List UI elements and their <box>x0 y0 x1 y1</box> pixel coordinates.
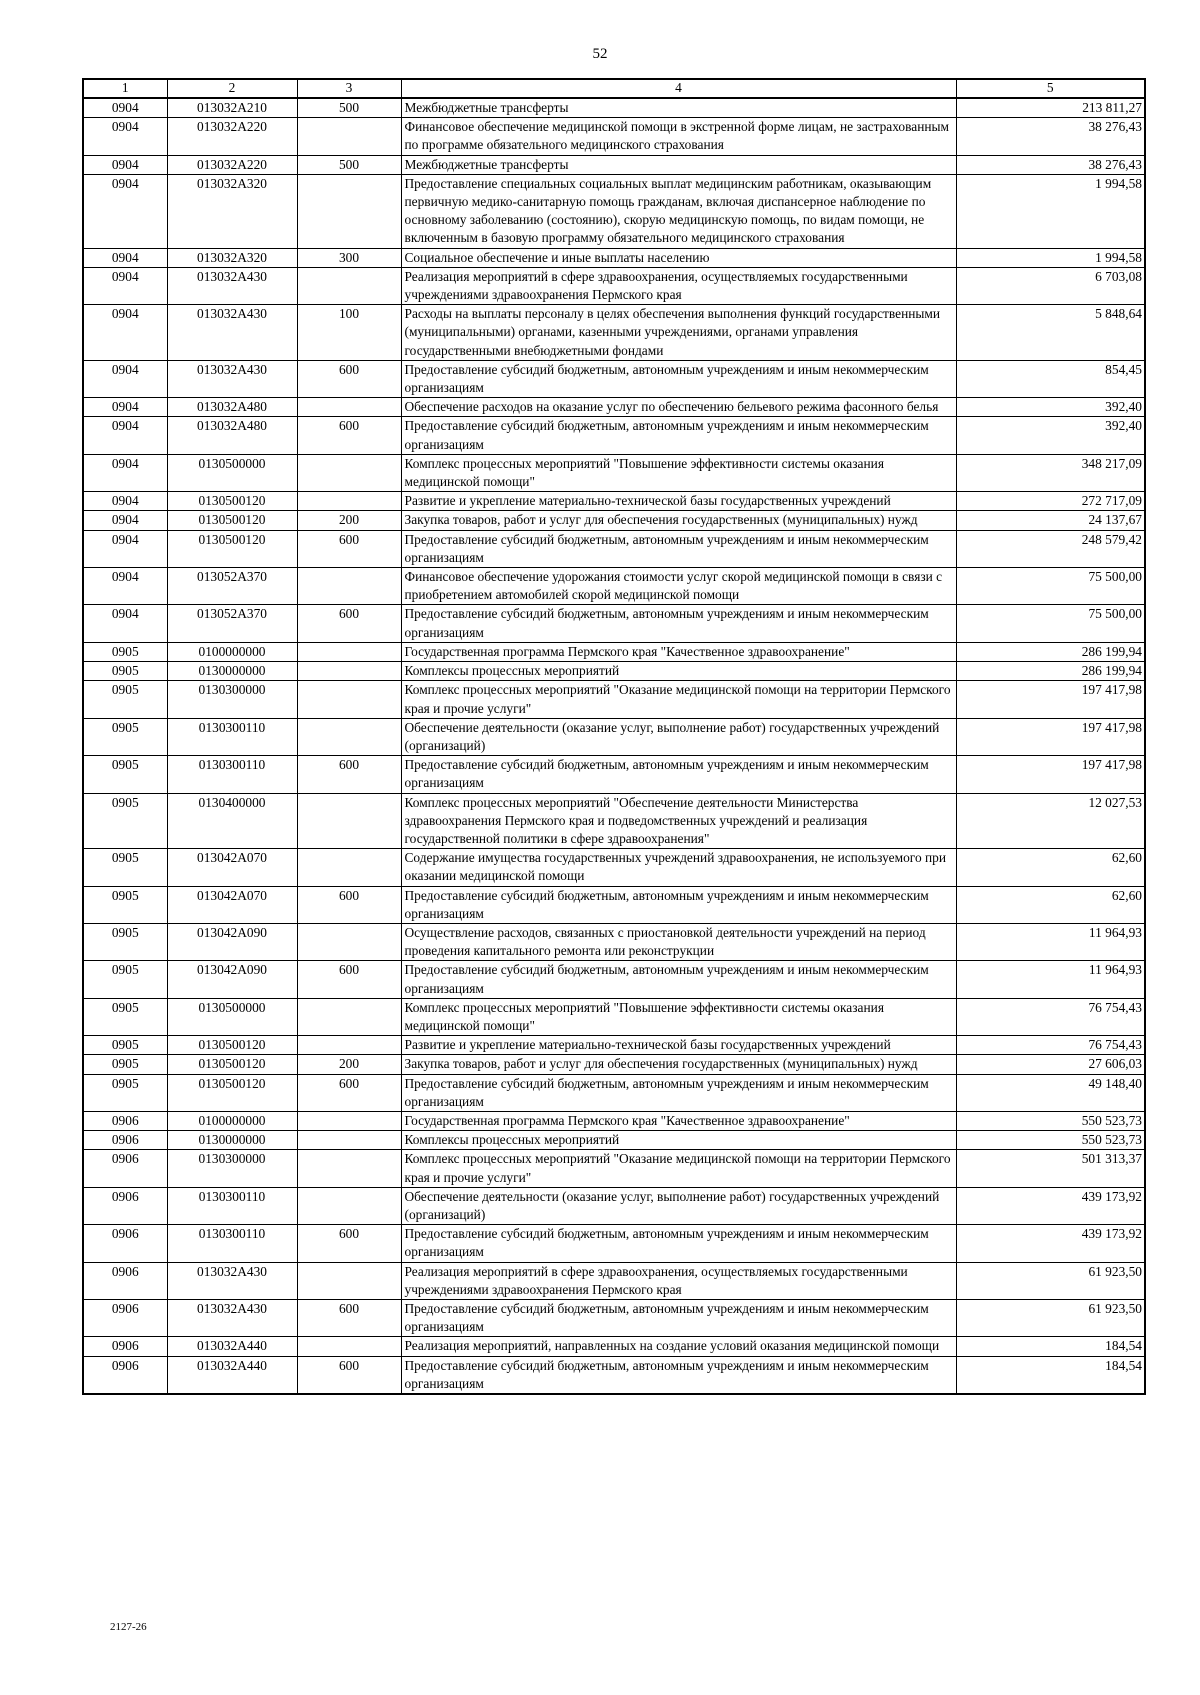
expense-type-cell <box>297 849 401 886</box>
description-cell: Государственная программа Пермского края "Качественное здравоохранение" <box>401 1111 956 1130</box>
target-article-cell: 0130300000 <box>167 1150 297 1187</box>
expense-type-cell <box>297 568 401 605</box>
amount-cell: 76 754,43 <box>956 998 1145 1035</box>
section-code-cell: 0904 <box>83 417 167 454</box>
amount-cell: 286 199,94 <box>956 642 1145 661</box>
amount-cell: 75 500,00 <box>956 605 1145 642</box>
amount-cell: 439 173,92 <box>956 1225 1145 1262</box>
expense-type-cell: 600 <box>297 886 401 923</box>
column-header-2: 2 <box>167 79 297 98</box>
table-row <box>83 605 1145 642</box>
target-article-cell: 013032А430 <box>167 1262 297 1299</box>
description-cell: Предоставление субсидий бюджетным, автономным учреждениям и иным некоммерческим организациям <box>401 417 956 454</box>
description-cell: Предоставление субсидий бюджетным, автономным учреждениям и иным некоммерческим организациям <box>401 1074 956 1111</box>
expense-type-cell <box>297 718 401 755</box>
target-article-cell: 013032А220 <box>167 155 297 174</box>
section-code-cell: 0906 <box>83 1187 167 1224</box>
expense-type-cell <box>297 998 401 1035</box>
table-row <box>83 511 1145 530</box>
target-article-cell: 0130300110 <box>167 1225 297 1262</box>
amount-cell: 550 523,73 <box>956 1111 1145 1130</box>
expense-type-cell: 600 <box>297 756 401 793</box>
target-article-cell: 013052А370 <box>167 568 297 605</box>
target-article-cell: 0130500120 <box>167 1074 297 1111</box>
target-article-cell: 013042А090 <box>167 923 297 960</box>
expense-type-cell: 600 <box>297 530 401 567</box>
expense-type-cell <box>297 1131 401 1150</box>
description-cell: Обеспечение деятельности (оказание услуг, выполнение работ) государственных учреждений (организаций) <box>401 1187 956 1224</box>
description-cell: Предоставление субсидий бюджетным, автономным учреждениям и иным некоммерческим организациям <box>401 1356 956 1394</box>
description-cell: Комплекс процессных мероприятий "Оказание медицинской помощи на территории Пермского края и прочие услуги" <box>401 681 956 718</box>
table-row <box>83 1036 1145 1055</box>
amount-cell: 1 994,58 <box>956 174 1145 248</box>
target-article-cell: 0130000000 <box>167 1131 297 1150</box>
amount-cell: 501 313,37 <box>956 1150 1145 1187</box>
description-cell: Развитие и укрепление материально-технической базы государственных учреждений <box>401 492 956 511</box>
expense-type-cell: 600 <box>297 1300 401 1337</box>
table-row <box>83 756 1145 793</box>
expense-type-cell: 100 <box>297 305 401 361</box>
table-header-row <box>83 79 1145 98</box>
target-article-cell: 013032А320 <box>167 248 297 267</box>
expense-type-cell <box>297 267 401 304</box>
column-header-3: 3 <box>297 79 401 98</box>
section-code-cell: 0905 <box>83 662 167 681</box>
amount-cell: 11 964,93 <box>956 961 1145 998</box>
table-row <box>83 305 1145 361</box>
amount-cell: 197 417,98 <box>956 718 1145 755</box>
amount-cell: 184,54 <box>956 1356 1145 1394</box>
target-article-cell: 013052А370 <box>167 605 297 642</box>
table-row <box>83 1111 1145 1130</box>
amount-cell: 197 417,98 <box>956 756 1145 793</box>
table-row <box>83 248 1145 267</box>
section-code-cell: 0904 <box>83 267 167 304</box>
expense-type-cell <box>297 793 401 849</box>
table-row <box>83 174 1145 248</box>
expense-type-cell: 200 <box>297 511 401 530</box>
table-row <box>83 1150 1145 1187</box>
table-row <box>83 642 1145 661</box>
description-cell: Предоставление субсидий бюджетным, автономным учреждениям и иным некоммерческим организациям <box>401 1300 956 1337</box>
section-code-cell: 0904 <box>83 530 167 567</box>
expense-type-cell <box>297 118 401 155</box>
description-cell: Развитие и укрепление материально-технической базы государственных учреждений <box>401 1036 956 1055</box>
table-row <box>83 492 1145 511</box>
section-code-cell: 0904 <box>83 605 167 642</box>
amount-cell: 184,54 <box>956 1337 1145 1356</box>
target-article-cell: 0130500120 <box>167 1055 297 1074</box>
description-cell: Предоставление субсидий бюджетным, автономным учреждениям и иным некоммерческим организациям <box>401 360 956 397</box>
description-cell: Закупка товаров, работ и услуг для обеспечения государственных (муниципальных) нужд <box>401 511 956 530</box>
section-code-cell: 0904 <box>83 155 167 174</box>
expense-type-cell <box>297 1337 401 1356</box>
table-row <box>83 718 1145 755</box>
description-cell: Комплекс процессных мероприятий "Оказание медицинской помощи на территории Пермского края и прочие услуги" <box>401 1150 956 1187</box>
table-row <box>83 1225 1145 1262</box>
expense-type-cell: 600 <box>297 961 401 998</box>
amount-cell: 348 217,09 <box>956 454 1145 491</box>
description-cell: Реализация мероприятий в сфере здравоохранения, осуществляемых государственными учреждениями здравоохранения Пермского края <box>401 1262 956 1299</box>
amount-cell: 61 923,50 <box>956 1262 1145 1299</box>
section-code-cell: 0905 <box>83 923 167 960</box>
amount-cell: 6 703,08 <box>956 267 1145 304</box>
table-row <box>83 662 1145 681</box>
target-article-cell: 0130300110 <box>167 756 297 793</box>
description-cell: Комплекс процессных мероприятий "Обеспечение деятельности Министерства здравоохранения Пермского края и подведомственных учреждений и реализация государственной политики в сфере здравоохранения" <box>401 793 956 849</box>
table-row <box>83 1131 1145 1150</box>
target-article-cell: 013042А070 <box>167 849 297 886</box>
amount-cell: 550 523,73 <box>956 1131 1145 1150</box>
expense-type-cell <box>297 492 401 511</box>
expense-type-cell <box>297 681 401 718</box>
amount-cell: 392,40 <box>956 398 1145 417</box>
amount-cell: 62,60 <box>956 886 1145 923</box>
target-article-cell: 013032А320 <box>167 174 297 248</box>
expense-type-cell: 300 <box>297 248 401 267</box>
description-cell: Предоставление субсидий бюджетным, автономным учреждениям и иным некоммерческим организациям <box>401 530 956 567</box>
amount-cell: 49 148,40 <box>956 1074 1145 1111</box>
target-article-cell: 0130400000 <box>167 793 297 849</box>
expense-type-cell: 600 <box>297 1225 401 1262</box>
description-cell: Предоставление субсидий бюджетным, автономным учреждениям и иным некоммерческим организациям <box>401 961 956 998</box>
target-article-cell: 013032А440 <box>167 1356 297 1394</box>
table-row <box>83 998 1145 1035</box>
section-code-cell: 0904 <box>83 305 167 361</box>
amount-cell: 11 964,93 <box>956 923 1145 960</box>
amount-cell: 75 500,00 <box>956 568 1145 605</box>
expense-type-cell: 600 <box>297 360 401 397</box>
target-article-cell: 0130500000 <box>167 454 297 491</box>
section-code-cell: 0906 <box>83 1356 167 1394</box>
table-row <box>83 1300 1145 1337</box>
page-number: 52 <box>592 46 608 62</box>
column-header-5: 5 <box>956 79 1145 98</box>
section-code-cell: 0904 <box>83 174 167 248</box>
amount-cell: 62,60 <box>956 849 1145 886</box>
table-body <box>83 98 1145 1394</box>
description-cell: Финансовое обеспечение удорожания стоимости услуг скорой медицинской помощи в связи с приобретением автомобилей скорой медицинской помощи <box>401 568 956 605</box>
section-code-cell: 0906 <box>83 1150 167 1187</box>
target-article-cell: 0130300110 <box>167 1187 297 1224</box>
expense-type-cell <box>297 1150 401 1187</box>
table-row <box>83 1262 1145 1299</box>
target-article-cell: 013032А440 <box>167 1337 297 1356</box>
section-code-cell: 0904 <box>83 398 167 417</box>
section-code-cell: 0905 <box>83 1055 167 1074</box>
expense-type-cell <box>297 174 401 248</box>
amount-cell: 24 137,67 <box>956 511 1145 530</box>
description-cell: Реализация мероприятий, направленных на создание условий оказания медицинской помощи <box>401 1337 956 1356</box>
table-row <box>83 98 1145 118</box>
table-row <box>83 454 1145 491</box>
table-row <box>83 360 1145 397</box>
description-cell: Межбюджетные трансферты <box>401 98 956 118</box>
description-cell: Расходы на выплаты персоналу в целях обеспечения выполнения функций государственными (муниципальными) органами, казенными учреждениями, органами управления государственными внебюджетными фондами <box>401 305 956 361</box>
description-cell: Предоставление субсидий бюджетным, автономным учреждениям и иным некоммерческим организациям <box>401 756 956 793</box>
amount-cell: 272 717,09 <box>956 492 1145 511</box>
section-code-cell: 0904 <box>83 98 167 118</box>
target-article-cell: 0130300000 <box>167 681 297 718</box>
description-cell: Предоставление субсидий бюджетным, автономным учреждениям и иным некоммерческим организациям <box>401 605 956 642</box>
target-article-cell: 013032А430 <box>167 1300 297 1337</box>
description-cell: Предоставление субсидий бюджетным, автономным учреждениям и иным некоммерческим организациям <box>401 886 956 923</box>
target-article-cell: 013032А480 <box>167 398 297 417</box>
section-code-cell: 0905 <box>83 756 167 793</box>
expense-type-cell: 600 <box>297 1356 401 1394</box>
amount-cell: 27 606,03 <box>956 1055 1145 1074</box>
section-code-cell: 0906 <box>83 1337 167 1356</box>
description-cell: Комплекс процессных мероприятий "Повышение эффективности системы оказания медицинской помощи" <box>401 998 956 1035</box>
expense-type-cell: 600 <box>297 1074 401 1111</box>
expense-type-cell <box>297 1036 401 1055</box>
description-cell: Содержание имущества государственных учреждений здравоохранения, не используемого при оказании медицинской помощи <box>401 849 956 886</box>
expense-type-cell: 600 <box>297 605 401 642</box>
amount-cell: 38 276,43 <box>956 118 1145 155</box>
description-cell: Межбюджетные трансферты <box>401 155 956 174</box>
table-row <box>83 886 1145 923</box>
section-code-cell: 0905 <box>83 1074 167 1111</box>
section-code-cell: 0905 <box>83 681 167 718</box>
amount-cell: 248 579,42 <box>956 530 1145 567</box>
target-article-cell: 013032А220 <box>167 118 297 155</box>
amount-cell: 5 848,64 <box>956 305 1145 361</box>
section-code-cell: 0904 <box>83 248 167 267</box>
table-row <box>83 1337 1145 1356</box>
table-row <box>83 1055 1145 1074</box>
section-code-cell: 0905 <box>83 849 167 886</box>
table-row <box>83 155 1145 174</box>
section-code-cell: 0905 <box>83 718 167 755</box>
amount-cell: 12 027,53 <box>956 793 1145 849</box>
amount-cell: 61 923,50 <box>956 1300 1145 1337</box>
section-code-cell: 0906 <box>83 1300 167 1337</box>
table-row <box>83 793 1145 849</box>
target-article-cell: 0130000000 <box>167 662 297 681</box>
description-cell: Закупка товаров, работ и услуг для обеспечения государственных (муниципальных) нужд <box>401 1055 956 1074</box>
section-code-cell: 0906 <box>83 1111 167 1130</box>
description-cell: Комплексы процессных мероприятий <box>401 662 956 681</box>
section-code-cell: 0904 <box>83 118 167 155</box>
target-article-cell: 0130500120 <box>167 492 297 511</box>
description-cell: Государственная программа Пермского края "Качественное здравоохранение" <box>401 642 956 661</box>
description-cell: Реализация мероприятий в сфере здравоохранения, осуществляемых государственными учреждениями здравоохранения Пермского края <box>401 267 956 304</box>
target-article-cell: 013042А090 <box>167 961 297 998</box>
section-code-cell: 0906 <box>83 1225 167 1262</box>
table-row <box>83 398 1145 417</box>
expense-type-cell <box>297 923 401 960</box>
description-cell: Предоставление субсидий бюджетным, автономным учреждениям и иным некоммерческим организациям <box>401 1225 956 1262</box>
section-code-cell: 0904 <box>83 492 167 511</box>
target-article-cell: 0100000000 <box>167 642 297 661</box>
amount-cell: 1 994,58 <box>956 248 1145 267</box>
amount-cell: 213 811,27 <box>956 98 1145 118</box>
section-code-cell: 0905 <box>83 793 167 849</box>
expense-type-cell <box>297 642 401 661</box>
expense-type-cell <box>297 1262 401 1299</box>
amount-cell: 197 417,98 <box>956 681 1145 718</box>
expense-type-cell <box>297 1187 401 1224</box>
description-cell: Предоставление специальных социальных выплат медицинским работникам, оказывающим первичную медико-санитарную помощь гражданам, включая диспансерное наблюдение по основному заболеванию (состоянию), скорую медицинскую помощь, по видам помощи, не включенным в базовую программу обязательного медицинского страхования <box>401 174 956 248</box>
section-code-cell: 0904 <box>83 511 167 530</box>
target-article-cell: 0130500000 <box>167 998 297 1035</box>
expense-type-cell: 500 <box>297 155 401 174</box>
description-cell: Комплексы процессных мероприятий <box>401 1131 956 1150</box>
expense-type-cell: 200 <box>297 1055 401 1074</box>
target-article-cell: 013042А070 <box>167 886 297 923</box>
amount-cell: 286 199,94 <box>956 662 1145 681</box>
description-cell: Обеспечение деятельности (оказание услуг, выполнение работ) государственных учреждений (организаций) <box>401 718 956 755</box>
table-row <box>83 1074 1145 1111</box>
section-code-cell: 0904 <box>83 360 167 397</box>
table-row <box>83 118 1145 155</box>
description-cell: Обеспечение расходов на оказание услуг по обеспечению бельевого режима фасонного белья <box>401 398 956 417</box>
amount-cell: 76 754,43 <box>956 1036 1145 1055</box>
amount-cell: 854,45 <box>956 360 1145 397</box>
budget-table <box>82 78 1146 1395</box>
table-row <box>83 961 1145 998</box>
table-row <box>83 530 1145 567</box>
amount-cell: 392,40 <box>956 417 1145 454</box>
section-code-cell: 0906 <box>83 1262 167 1299</box>
table-row <box>83 417 1145 454</box>
target-article-cell: 013032А480 <box>167 417 297 454</box>
target-article-cell: 0130500120 <box>167 1036 297 1055</box>
section-code-cell: 0905 <box>83 961 167 998</box>
description-cell: Комплекс процессных мероприятий "Повышение эффективности системы оказания медицинской помощи" <box>401 454 956 491</box>
description-cell: Финансовое обеспечение медицинской помощи в экстренной форме лицам, не застрахованным по программе обязательного медицинского страхования <box>401 118 956 155</box>
target-article-cell: 013032А430 <box>167 360 297 397</box>
section-code-cell: 0906 <box>83 1131 167 1150</box>
target-article-cell: 0130300110 <box>167 718 297 755</box>
section-code-cell: 0904 <box>83 454 167 491</box>
description-cell: Осуществление расходов, связанных с приостановкой деятельности учреждений на период проведения капитального ремонта или реконструкции <box>401 923 956 960</box>
description-cell: Социальное обеспечение и иные выплаты населению <box>401 248 956 267</box>
amount-cell: 38 276,43 <box>956 155 1145 174</box>
expense-type-cell <box>297 454 401 491</box>
section-code-cell: 0905 <box>83 642 167 661</box>
expense-type-cell <box>297 1111 401 1130</box>
expense-type-cell: 500 <box>297 98 401 118</box>
table-row <box>83 1187 1145 1224</box>
table-row <box>83 681 1145 718</box>
target-article-cell: 0100000000 <box>167 1111 297 1130</box>
table-row <box>83 849 1145 886</box>
target-article-cell: 013032А430 <box>167 305 297 361</box>
expense-type-cell: 600 <box>297 417 401 454</box>
column-header-4: 4 <box>401 79 956 98</box>
section-code-cell: 0904 <box>83 568 167 605</box>
section-code-cell: 0905 <box>83 886 167 923</box>
table-row <box>83 923 1145 960</box>
section-code-cell: 0905 <box>83 1036 167 1055</box>
amount-cell: 439 173,92 <box>956 1187 1145 1224</box>
document-code: 2127-26 <box>110 1621 147 1633</box>
expense-type-cell <box>297 662 401 681</box>
target-article-cell: 013032А210 <box>167 98 297 118</box>
target-article-cell: 0130500120 <box>167 530 297 567</box>
target-article-cell: 013032А430 <box>167 267 297 304</box>
table-row <box>83 267 1145 304</box>
table-row <box>83 1356 1145 1394</box>
target-article-cell: 0130500120 <box>167 511 297 530</box>
column-header-1: 1 <box>83 79 167 98</box>
expense-type-cell <box>297 398 401 417</box>
table-row <box>83 568 1145 605</box>
section-code-cell: 0905 <box>83 998 167 1035</box>
